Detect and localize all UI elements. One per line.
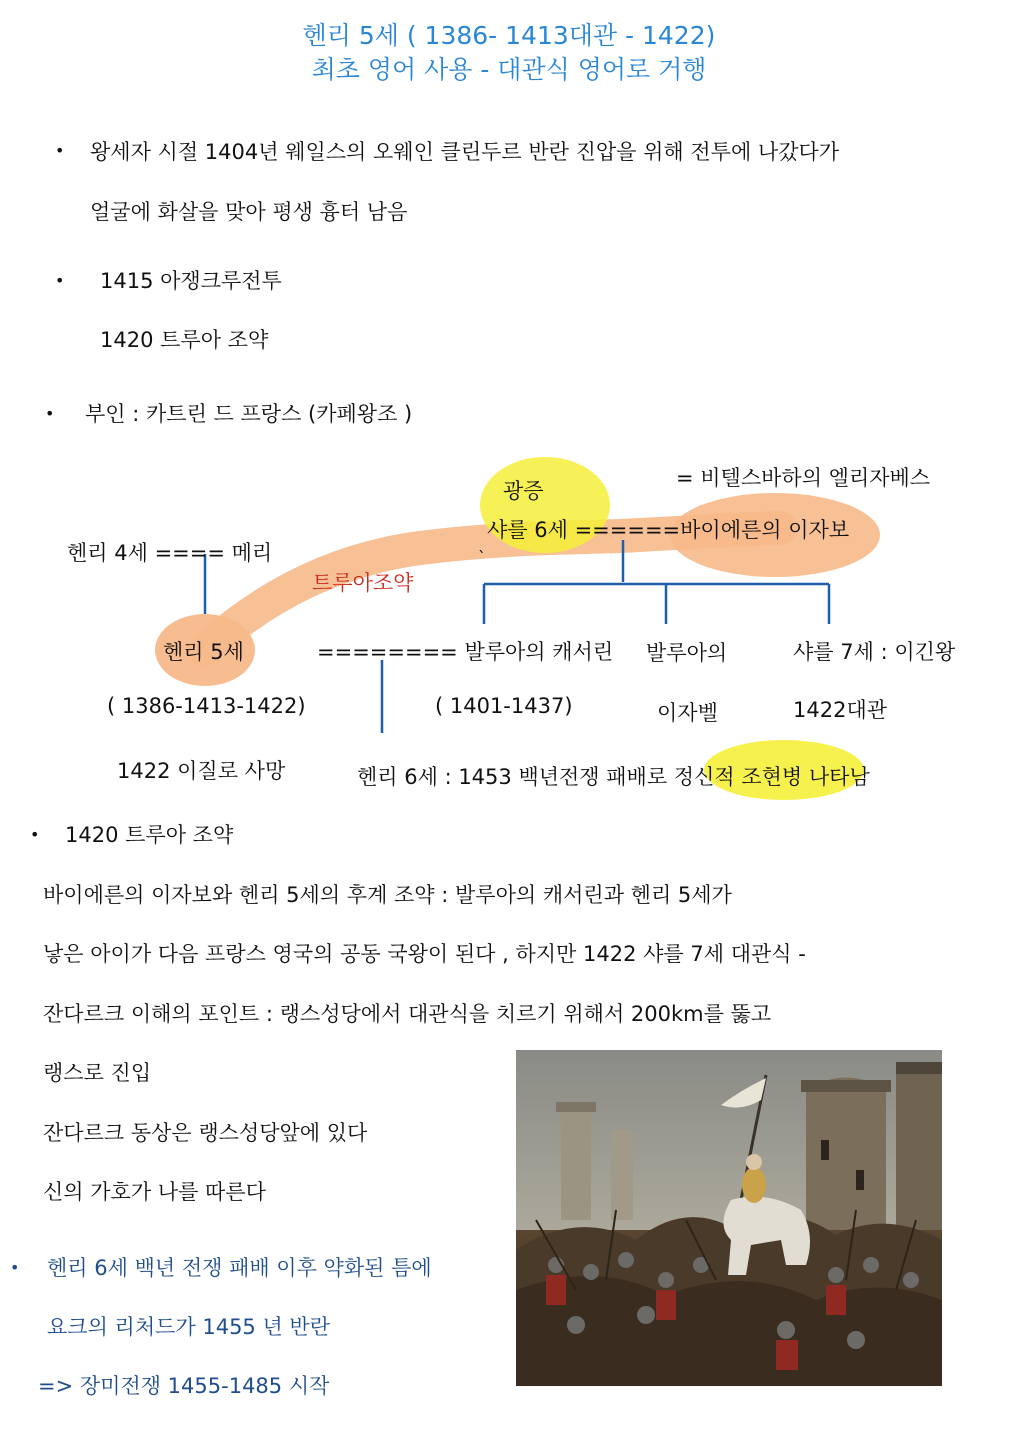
tree-madness-label: 광증 (503, 479, 544, 503)
bullet-marker: • (55, 141, 65, 160)
troyes-line3: 잔다르크 이해의 포인트 : 랭스성당에서 대관식을 치르기 위해서 200km를 뚫고 (43, 1002, 772, 1026)
bullet2-line1: 1415 아쟁크루전투 (100, 269, 282, 293)
tree-isabella-valois-line2: 이자벨 (657, 701, 718, 725)
bullet3-spouse: 부인 : 카트린 드 프랑스 (카페왕조 ) (85, 402, 413, 426)
troyes-line1: 바이에른의 이자보와 헨리 5세의 후계 조약 : 발루아의 캐서린과 헨리 5세가 (43, 883, 732, 907)
joan-of-arc-painting (516, 1050, 942, 1386)
tree-charles7: 샤를 7세 : 이긴왕 (793, 640, 956, 664)
tree-henry5: 헨리 5세 (163, 640, 244, 664)
bullet-marker: • (45, 404, 55, 423)
tree-henry5-years: ( 1386-1413-1422) (107, 694, 306, 718)
tree-bitelsbach-elisabeth: = 비텔스바하의 엘리자베스 (676, 466, 931, 490)
tree-tick-mark: ` (478, 548, 486, 567)
henry6-highlight-text: 정신적 조현병 (673, 765, 803, 789)
bullet1-line2: 얼굴에 화살을 맞아 평생 흉터 남음 (90, 200, 408, 224)
page-title-line2: 최초 영어 사용 - 대관식 영어로 거행 (311, 55, 707, 84)
troyes-line6: 신의 가호가 나를 따른다 (43, 1180, 266, 1204)
roses-line3: => 장미전쟁 1455-1485 시작 (38, 1374, 330, 1398)
tree-henry5-death: 1422 이질로 사망 (117, 759, 286, 783)
henry6-suffix: 나타남 (802, 765, 870, 789)
roses-line2: 요크의 리처드가 1455 년 반란 (47, 1315, 331, 1339)
bullet1-line1: 왕세자 시절 1404년 웨일스의 오웨인 클린두르 반란 진압을 위해 전투에 나갔다가 (90, 140, 840, 164)
troyes-heading: 1420 트루아 조약 (65, 823, 234, 847)
troyes-line4: 랭스로 진입 (43, 1061, 152, 1085)
henry6-prefix: 헨리 6세 : 1453 백년전쟁 패배로 (357, 765, 674, 789)
roses-line1: 헨리 6세 백년 전쟁 패배 이후 약화된 틈에 (47, 1256, 432, 1280)
bullet-marker: • (55, 271, 65, 290)
troyes-line5: 잔다르크 동상은 랭스성당앞에 있다 (43, 1121, 368, 1145)
tree-isabella-valois-line1: 발루아의 (646, 641, 728, 665)
tree-troyes-label: 트루아조약 (312, 571, 414, 595)
page-title-line1: 헨리 5세 ( 1386- 1413대관 - 1422) (302, 21, 716, 50)
tree-henry5-catherine-marriage: ======== 발루아의 캐서린 (317, 640, 614, 664)
tree-henry6 (357, 761, 870, 791)
bullet2-line2: 1420 트루아 조약 (100, 328, 269, 352)
bullet-marker: • (30, 825, 40, 844)
tree-catherine-years: ( 1401-1437) (435, 694, 573, 718)
tree-henry4-mary: 헨리 4세 ==== 메리 (67, 541, 273, 565)
troyes-line2: 낳은 아이가 다음 프랑스 영국의 공동 국왕이 된다 , 하지만 1422 샤를 7세 대관식 - (43, 942, 806, 966)
bullet-marker: • (10, 1258, 20, 1277)
tree-charles6-isabeau: 샤를 6세 ======바이에른의 이자보 (487, 518, 850, 542)
tree-charles7-coronation: 1422대관 (793, 698, 888, 722)
